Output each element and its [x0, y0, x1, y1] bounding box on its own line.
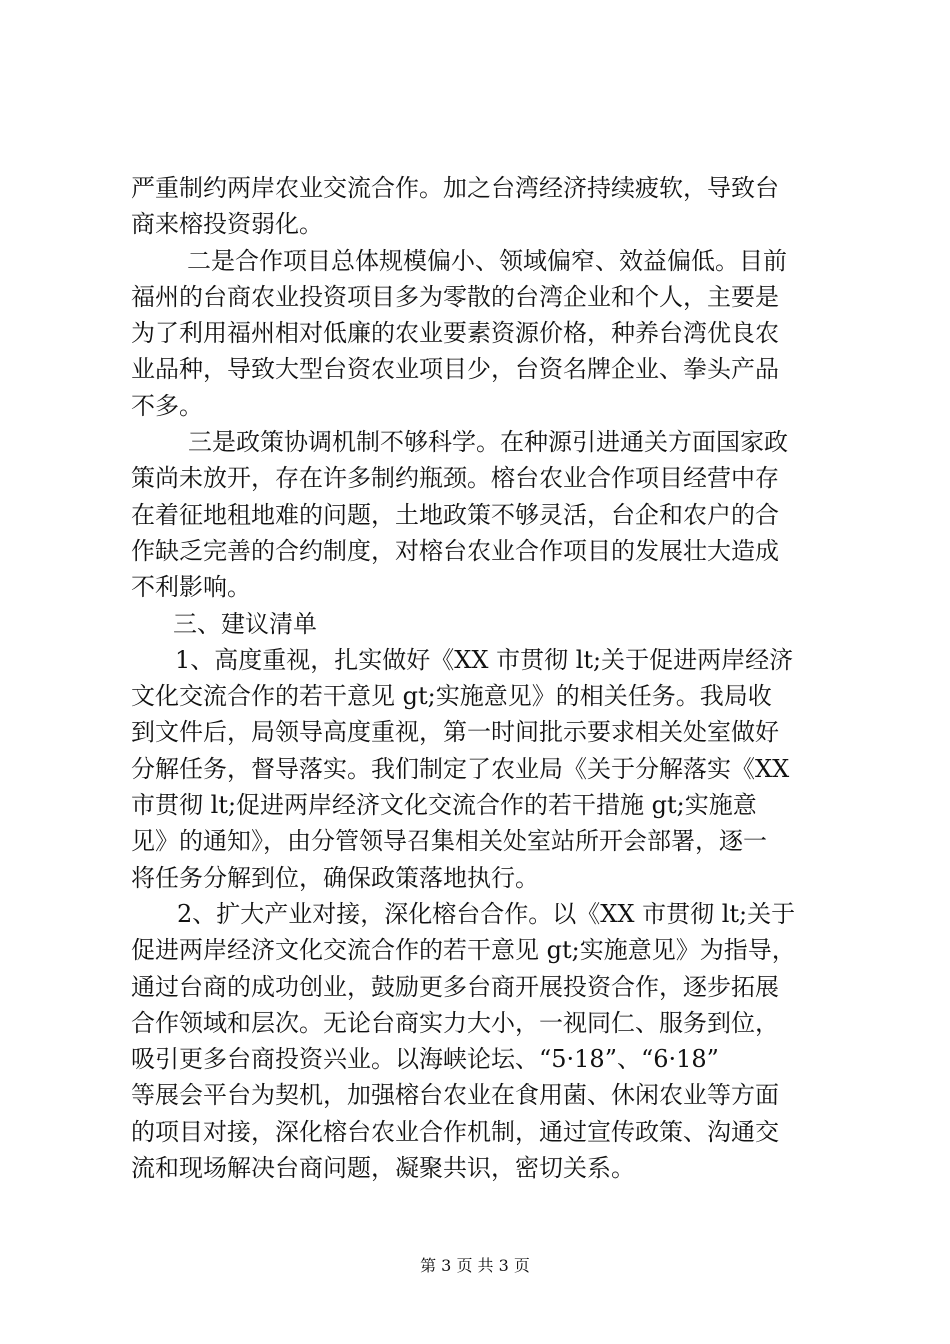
text-line: 三是政策协调机制不够科学。在种源引进通关方面国家政	[188, 428, 788, 457]
text-line: 为了利用福州相对低廉的农业要素资源价格，种养台湾优良农	[131, 319, 779, 348]
text-line: 文化交流合作的若干意见 gt;实施意见》的相关任务。我局收	[131, 682, 772, 711]
text-line: 商来榕投资弱化。	[131, 210, 323, 239]
text-line: 2、扩大产业对接，深化榕台合作。以《XX 市贯彻 lt;关于	[177, 899, 796, 928]
text-line: 市贯彻 lt;促进两岸经济文化交流合作的若干措施 gt;实施意	[131, 791, 757, 820]
text-line: 见》的通知》，由分管领导召集相关处室站所开会部署，逐一	[131, 827, 767, 856]
text-line: 不利影响。	[131, 573, 251, 602]
text-line: 在着征地租地难的问题，土地政策不够灵活，台企和农户的合	[131, 500, 779, 529]
text-line: 二是合作项目总体规模偏小、领域偏窄、效益偏低。目前	[187, 246, 787, 275]
text-line: 不多。	[131, 391, 203, 420]
text-line: 1、高度重视，扎实做好《XX 市贯彻 lt;关于促进两岸经济	[175, 645, 794, 674]
page-number-footer: 第 3 页 共 3 页	[420, 1256, 530, 1275]
text-line: 通过台商的成功创业，鼓励更多台商开展投资合作，逐步拓展	[131, 972, 779, 1001]
text-line: 促进两岸经济文化交流合作的若干意见 gt;实施意见》为指导，	[131, 936, 796, 965]
text-line: 流和现场解决台商问题，凝聚共识，密切关系。	[131, 1154, 635, 1183]
text-line: 等展会平台为契机，加强榕台农业在食用菌、休闲农业等方面	[131, 1081, 779, 1110]
section-heading: 三、建议清单	[173, 609, 317, 638]
text-line: 到文件后，局领导高度重视，第一时间批示要求相关处室做好	[131, 718, 779, 747]
text-line: 吸引更多台商投资兴业。以海峡论坛、“5·18”、“6·18”	[131, 1045, 719, 1074]
text-line: 作缺乏完善的合约制度，对榕台农业合作项目的发展壮大造成	[131, 536, 779, 565]
document-body	[131, 170, 851, 1186]
text-line: 的项目对接，深化榕台农业合作机制，通过宣传政策、沟通交	[131, 1117, 779, 1146]
text-line: 分解任务，督导落实。我们制定了农业局《关于分解落实《XX	[131, 754, 790, 783]
text-line: 策尚未放开，存在许多制约瓶颈。榕台农业合作项目经营中存	[131, 464, 779, 493]
text-line: 合作领域和层次。无论台商实力大小，一视同仁、服务到位，	[131, 1008, 779, 1037]
text-line: 严重制约两岸农业交流合作。加之台湾经济持续疲软，导致台	[131, 174, 779, 202]
text-line: 将任务分解到位，确保政策落地执行。	[131, 863, 539, 892]
text-line: 业品种，导致大型台资农业项目少，台资名牌企业、拳头产品	[131, 355, 779, 384]
text-line: 福州的台商农业投资项目多为零散的台湾企业和个人，主要是	[131, 282, 779, 311]
